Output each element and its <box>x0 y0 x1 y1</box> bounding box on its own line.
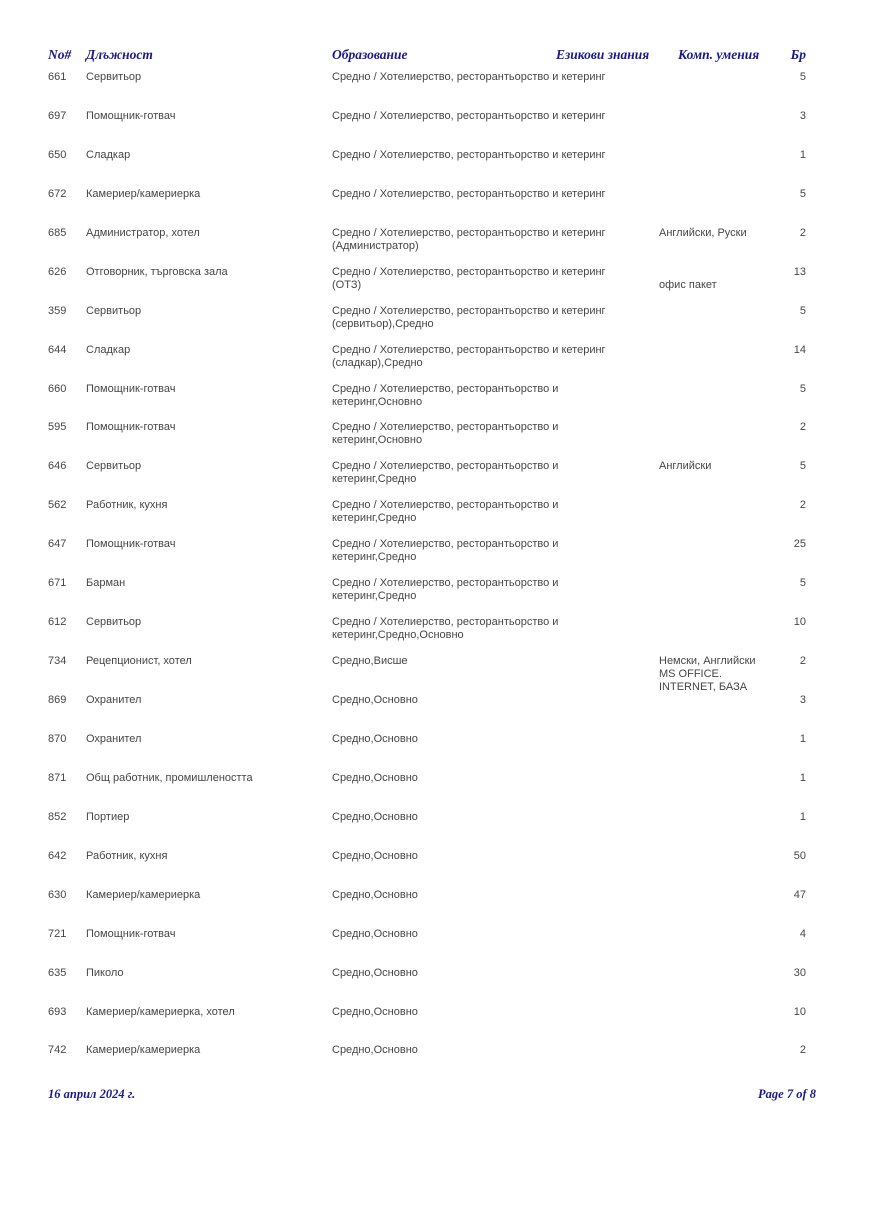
cell-skills <box>659 266 773 292</box>
cell-education: Средно,Основно <box>332 694 418 706</box>
table-row <box>48 110 806 149</box>
cell-position: Общ работник, промишлеността <box>86 771 253 784</box>
cell-education: Средно,Основно <box>332 1005 418 1018</box>
column-header-position: Длъжност <box>86 47 153 62</box>
cell-count: 30 <box>793 966 806 979</box>
cell-languages <box>659 499 773 512</box>
cell-row-number: 595 <box>48 421 67 434</box>
cell-languages <box>659 383 773 396</box>
table-row <box>48 149 806 188</box>
cell-row-number: 685 <box>48 226 67 239</box>
cell-languages <box>659 889 773 902</box>
cell-education: Средно,Основно <box>332 771 418 784</box>
cell-languages <box>659 1044 773 1057</box>
cell-skills <box>659 616 773 629</box>
cell-skills <box>659 655 773 694</box>
cell-languages <box>659 616 773 629</box>
table-row <box>48 733 806 772</box>
cell-row-number: 660 <box>48 382 67 395</box>
cell-skills <box>659 733 773 746</box>
cell-count: 5 <box>799 187 806 200</box>
cell-languages <box>659 733 773 746</box>
cell-row-number: 721 <box>48 927 67 940</box>
cell-skills <box>659 577 773 590</box>
cell-skills <box>659 421 773 434</box>
cell-education: Средно / Хотелиерство, ресторантьорство и кетеринг (сервитьор),Средно <box>332 304 606 330</box>
cell-row-number: 626 <box>48 265 67 278</box>
cell-education: Средно,Основно <box>332 732 418 745</box>
cell-count: 4 <box>799 927 806 940</box>
cell-education: Средно / Хотелиерство, ресторантьорство и кетеринг (ОТЗ) <box>332 265 606 291</box>
cell-row-number: 671 <box>48 577 67 590</box>
cell-row-number: 870 <box>48 732 67 745</box>
cell-languages: Английски <box>659 460 712 473</box>
table-row <box>48 811 806 850</box>
cell-row-number: 612 <box>48 616 67 629</box>
cell-languages <box>659 577 773 590</box>
cell-position: Помощник-готвач <box>86 538 176 551</box>
cell-education: Средно,Основно <box>332 810 418 823</box>
cell-position: Помощник-готвач <box>86 382 176 395</box>
cell-languages <box>659 266 773 279</box>
cell-row-number: 852 <box>48 810 67 823</box>
cell-count: 1 <box>799 771 806 784</box>
table-row <box>48 967 806 1006</box>
cell-languages <box>659 928 773 941</box>
cell-position: Сладкар <box>86 148 131 161</box>
cell-row-number: 630 <box>48 888 67 901</box>
cell-position: Сервитьор <box>86 304 142 317</box>
cell-education: Средно / Хотелиерство, ресторантьорство и кетеринг,Средно <box>332 460 559 486</box>
cell-row-number: 693 <box>48 1005 67 1018</box>
column-header-languages: Езикови знания <box>556 47 650 62</box>
cell-position: Помощник-готвач <box>86 421 176 434</box>
cell-skills <box>659 305 773 318</box>
footer-page-number: Page 7 of 8 <box>758 1087 816 1101</box>
table-row <box>48 538 806 577</box>
cell-row-number: 644 <box>48 343 67 356</box>
cell-row-number: 697 <box>48 109 67 122</box>
cell-skills <box>659 1006 773 1019</box>
cell-position: Сладкар <box>86 343 131 356</box>
cell-languages <box>659 421 773 434</box>
table-body <box>48 71 806 1083</box>
footer-date: 16 април 2024 г. <box>48 1087 136 1101</box>
cell-position: Камериер/камериерка, хотел <box>86 1005 235 1018</box>
cell-row-number: 650 <box>48 148 67 161</box>
cell-skills <box>659 460 773 473</box>
cell-education: Средно / Хотелиерство, ресторантьорство и кетеринг (сладкар),Средно <box>332 343 606 369</box>
table-row <box>48 928 806 967</box>
cell-position: Работник, кухня <box>86 849 168 862</box>
cell-count: 13 <box>793 265 806 278</box>
cell-position: Администратор, хотел <box>86 226 200 239</box>
table-row <box>48 460 806 499</box>
cell-count: 5 <box>799 577 806 590</box>
cell-education: Средно,Висше <box>332 655 408 668</box>
cell-education: Средно / Хотелиерство, ресторантьорство и кетеринг <box>332 148 606 161</box>
cell-count: 2 <box>799 421 806 434</box>
cell-count: 5 <box>799 304 806 317</box>
cell-skills <box>659 928 773 941</box>
cell-education: Средно / Хотелиерство, ресторантьорство и кетеринг,Средно <box>332 538 559 564</box>
cell-count: 5 <box>799 460 806 473</box>
cell-languages <box>659 811 773 824</box>
cell-languages <box>659 305 773 318</box>
cell-count: 50 <box>793 849 806 862</box>
cell-row-number: 742 <box>48 1044 67 1057</box>
cell-count: 3 <box>799 109 806 122</box>
cell-position: Работник, кухня <box>86 499 168 512</box>
table-row <box>48 383 806 422</box>
column-header-count: Бр <box>790 47 806 62</box>
table-row <box>48 1006 806 1045</box>
table-row <box>48 850 806 889</box>
table-row <box>48 616 806 655</box>
table-row <box>48 344 806 383</box>
table-row <box>48 421 806 460</box>
cell-skills <box>659 850 773 863</box>
cell-position: Камериер/камериерка <box>86 888 201 901</box>
cell-position: Помощник-готвач <box>86 109 176 122</box>
table-row <box>48 772 806 811</box>
cell-skills <box>659 694 773 707</box>
cell-row-number: 869 <box>48 694 67 706</box>
cell-education: Средно,Основно <box>332 1044 418 1057</box>
cell-count: 47 <box>793 888 806 901</box>
cell-languages <box>659 1006 773 1019</box>
cell-languages <box>659 344 773 357</box>
cell-skills <box>659 149 773 162</box>
table-row <box>48 305 806 344</box>
cell-position: Охранител <box>86 732 142 745</box>
cell-languages: Английски, Руски <box>659 226 747 239</box>
cell-row-number: 635 <box>48 966 67 979</box>
cell-count: 2 <box>799 499 806 512</box>
table-row <box>48 499 806 538</box>
cell-education: Средно / Хотелиерство, ресторантьорство и кетеринг,Основно <box>332 382 559 408</box>
cell-education: Средно / Хотелиерство, ресторантьорство и кетеринг (Администратор) <box>332 226 606 252</box>
table-row <box>48 577 806 616</box>
cell-languages <box>659 967 773 980</box>
cell-languages <box>659 850 773 863</box>
cell-education: Средно,Основно <box>332 888 418 901</box>
cell-education: Средно / Хотелиерство, ресторантьорство и кетеринг,Основно <box>332 421 559 447</box>
cell-position: Сервитьор <box>86 616 142 629</box>
cell-count: 1 <box>799 810 806 823</box>
cell-languages <box>659 188 773 201</box>
cell-count: 14 <box>793 343 806 356</box>
table-row <box>48 188 806 227</box>
cell-row-number: 661 <box>48 71 67 83</box>
cell-position: Пиколо <box>86 966 124 979</box>
cell-education: Средно,Основно <box>332 966 418 979</box>
cell-skills <box>659 344 773 357</box>
cell-count: 5 <box>799 382 806 395</box>
cell-education: Средно,Основно <box>332 927 418 940</box>
cell-computer-skills: MS OFFICE. INTERNET, БАЗА <box>659 668 748 694</box>
cell-skills <box>659 967 773 980</box>
cell-skills <box>659 811 773 824</box>
cell-education: Средно / Хотелиерство, ресторантьорство и кетеринг,Средно <box>332 499 559 525</box>
cell-position: Портиер <box>86 810 130 823</box>
cell-computer-skills: офис пакет <box>659 278 717 291</box>
cell-languages <box>659 694 773 707</box>
cell-skills <box>659 1044 773 1057</box>
cell-position: Сервитьор <box>86 460 142 473</box>
cell-row-number: 359 <box>48 304 67 317</box>
cell-row-number: 646 <box>48 460 67 473</box>
cell-count: 2 <box>799 226 806 239</box>
table-row <box>48 227 806 266</box>
cell-position: Сервитьор <box>86 71 142 83</box>
cell-position: Отговорник, търговска зала <box>86 265 228 278</box>
cell-languages <box>659 110 773 123</box>
cell-row-number: 647 <box>48 538 67 551</box>
cell-education: Средно / Хотелиерство, ресторантьорство и кетеринг <box>332 71 606 83</box>
cell-languages <box>659 149 773 162</box>
table-header-row <box>48 46 806 66</box>
cell-count: 10 <box>793 1005 806 1018</box>
column-header-computer: Комп. умения <box>678 47 760 62</box>
cell-position: Камериер/камериерка <box>86 187 201 200</box>
cell-skills <box>659 772 773 785</box>
cell-skills <box>659 110 773 123</box>
cell-skills <box>659 889 773 902</box>
cell-skills <box>659 383 773 396</box>
cell-count: 25 <box>793 538 806 551</box>
table-row <box>48 889 806 928</box>
cell-languages <box>659 772 773 785</box>
table-row <box>48 1044 806 1083</box>
cell-position: Помощник-готвач <box>86 927 176 940</box>
cell-row-number: 672 <box>48 187 67 200</box>
cell-row-number: 871 <box>48 771 67 784</box>
cell-count: 1 <box>799 148 806 161</box>
column-header-education: Образование <box>332 47 408 62</box>
cell-skills <box>659 71 773 84</box>
table-row <box>48 694 806 733</box>
cell-count: 10 <box>793 616 806 629</box>
page-footer <box>48 1086 816 1102</box>
cell-education: Средно / Хотелиерство, ресторантьорство и кетеринг <box>332 187 606 200</box>
cell-count: 3 <box>799 694 806 706</box>
table-row <box>48 655 806 694</box>
table-row <box>48 266 806 305</box>
cell-skills <box>659 188 773 201</box>
cell-row-number: 562 <box>48 499 67 512</box>
cell-education: Средно / Хотелиерство, ресторантьорство и кетеринг,Средно <box>332 577 559 603</box>
cell-row-number: 734 <box>48 655 67 668</box>
column-header-no: No# <box>48 47 72 62</box>
cell-languages <box>659 71 773 84</box>
cell-education: Средно / Хотелиерство, ресторантьорство и кетеринг,Средно,Основно <box>332 616 559 642</box>
cell-position: Камериер/камериерка <box>86 1044 201 1057</box>
cell-skills <box>659 499 773 512</box>
cell-languages: Немски, Английски <box>659 655 756 668</box>
cell-education: Средно,Основно <box>332 849 418 862</box>
cell-position: Охранител <box>86 694 142 706</box>
cell-position: Барман <box>86 577 126 590</box>
cell-skills <box>659 538 773 551</box>
cell-count: 2 <box>799 1044 806 1057</box>
cell-count: 1 <box>799 732 806 745</box>
cell-count: 5 <box>799 71 806 83</box>
cell-education: Средно / Хотелиерство, ресторантьорство и кетеринг <box>332 109 606 122</box>
cell-languages <box>659 538 773 551</box>
cell-skills <box>659 227 773 240</box>
cell-row-number: 642 <box>48 849 67 862</box>
table-row <box>48 71 806 110</box>
cell-count: 2 <box>799 655 806 668</box>
cell-position: Рецепционист, хотел <box>86 655 192 668</box>
